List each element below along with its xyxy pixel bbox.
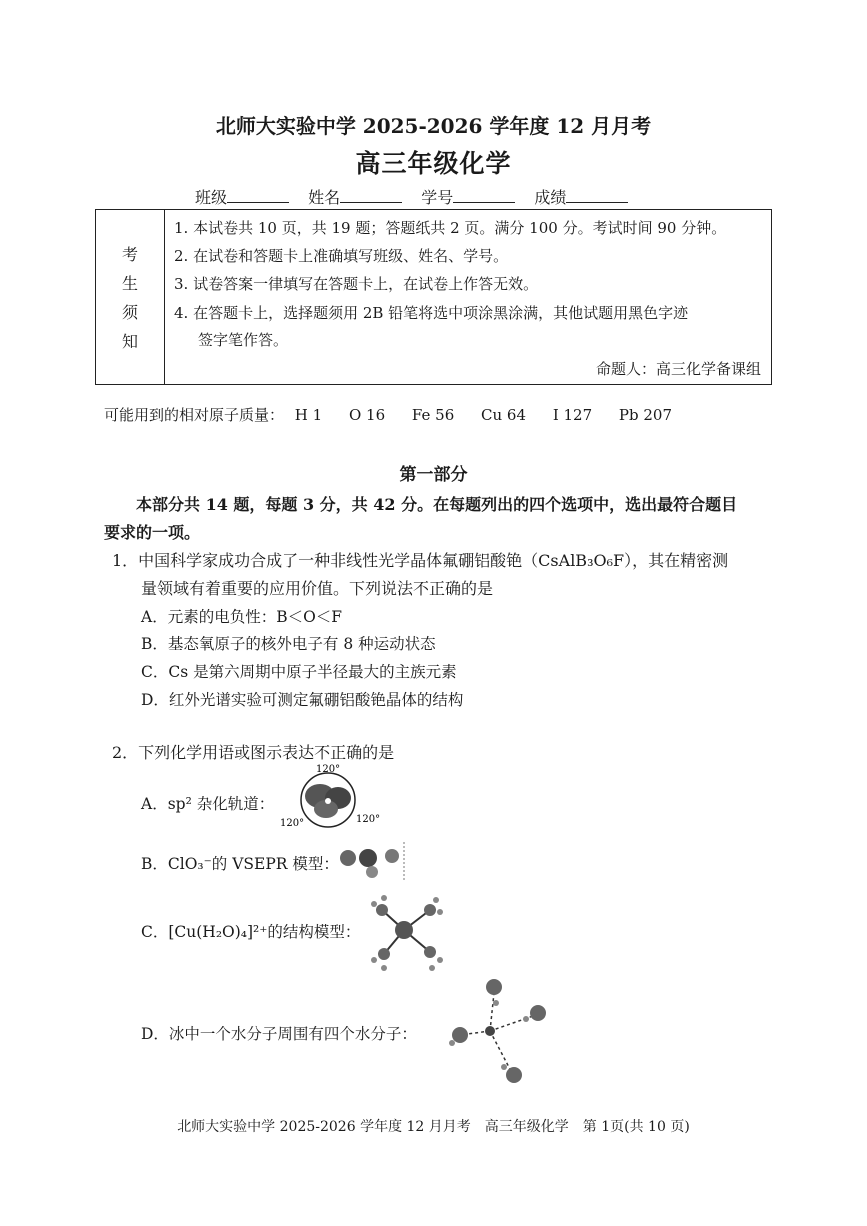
notice-item: 3. 试卷答案一律填写在答题卡上，在试卷上作答无效。 [174, 275, 539, 293]
field-class-label: 班级 [195, 188, 228, 207]
part-title: 第一部分 [399, 465, 468, 485]
notice-char: 生 [121, 274, 138, 293]
cu-water-complex-model [360, 890, 450, 974]
mass-value: H 1 [294, 406, 323, 424]
question-1-stem: 量领域有着重要的应用价值。下列说法不正确的是 [141, 579, 494, 598]
angle-label: 120° [356, 814, 381, 825]
notice-char: 考 [121, 245, 138, 264]
notice-item: 1. 本试卷共 10 页，共 19 题；答题纸共 2 页。满分 100 分。考试时间 90 分钟。 [174, 219, 727, 237]
q1-option-b: B．基态氧原子的核外电子有 8 种运动状态 [141, 635, 436, 653]
angle-label: 120° [316, 764, 341, 775]
notice-item: 2. 在试卷和答题卡上准确填写班级、姓名、学号。 [174, 247, 509, 265]
notice-char: 须 [121, 303, 138, 322]
question-2-stem: 2．下列化学用语或图示表达不正确的是 [112, 743, 395, 762]
mass-value: O 16 [348, 406, 386, 424]
mass-value: Pb 207 [618, 406, 673, 424]
field-name-label: 姓名 [308, 188, 341, 207]
angle-label: 120° [280, 818, 305, 829]
student-info-fields [195, 185, 642, 208]
q1-option-c: C．Cs 是第六周期中原子半径最大的主族元素 [141, 663, 457, 681]
field-name-blank[interactable] [340, 188, 402, 203]
field-score-blank[interactable] [566, 188, 628, 203]
q2-option-a: A．sp² 杂化轨道： [141, 795, 275, 813]
exam-title: 北师大实验中学 2025-2026 学年度 12 月月考 [215, 114, 652, 138]
mass-value: Cu 64 [481, 406, 527, 424]
page-footer: 北师大实验中学 2025-2026 学年度 12 月月考 高三年级化学 第 1页(共 10 页) [177, 1119, 690, 1135]
q1-option-a: A．元素的电负性：B＜O＜F [141, 608, 343, 626]
masses-label: 可能用到的相对原子质量： [104, 406, 285, 424]
notice-item: 4. 在答题卡上，选择题须用 2B 铅笔将选中项涂黑涂满，其他试题用黑色字迹 [174, 304, 689, 322]
q2-option-c: C．[Cu(H₂O)₄]²⁺的结构模型： [141, 923, 361, 941]
field-score-label: 成绩 [534, 188, 567, 207]
q2-option-b: B．ClO₃⁻的 VSEPR 模型： [141, 855, 339, 873]
clo3-vsepr-model [334, 840, 406, 884]
field-class-blank[interactable] [227, 188, 289, 203]
notice-author: 命题人：高三化学备课组 [595, 360, 761, 378]
atomic-masses [104, 404, 694, 425]
q1-option-d: D．红外光谱实验可测定氟硼铝酸铯晶体的结构 [141, 691, 464, 709]
part-instruction: 要求的一项。 [104, 523, 201, 542]
notice-char: 知 [121, 332, 138, 351]
ice-water-molecules-model [440, 975, 560, 1087]
mass-value: I 127 [552, 406, 593, 424]
exam-notice-box [95, 209, 772, 385]
sp2-orbital-diagram [272, 762, 381, 834]
exam-subtitle: 高三年级化学 [355, 149, 512, 178]
part-instruction: 本部分共 14 题，每题 3 分，共 42 分。在每题列出的四个选项中，选出最符合题目 [136, 495, 738, 514]
question-1-stem: 1．中国科学家成功合成了一种非线性光学晶体氟硼铝酸铯（CsAlB₃O₆F），其在精密测 [112, 551, 729, 570]
mass-value: Fe 56 [411, 406, 455, 424]
notice-side-label [96, 210, 165, 384]
notice-item: 签字笔作答。 [198, 331, 289, 349]
q2-option-d: D．冰中一个水分子周围有四个水分子： [141, 1025, 417, 1043]
field-id-blank[interactable] [453, 188, 515, 203]
field-id-label: 学号 [421, 188, 454, 207]
